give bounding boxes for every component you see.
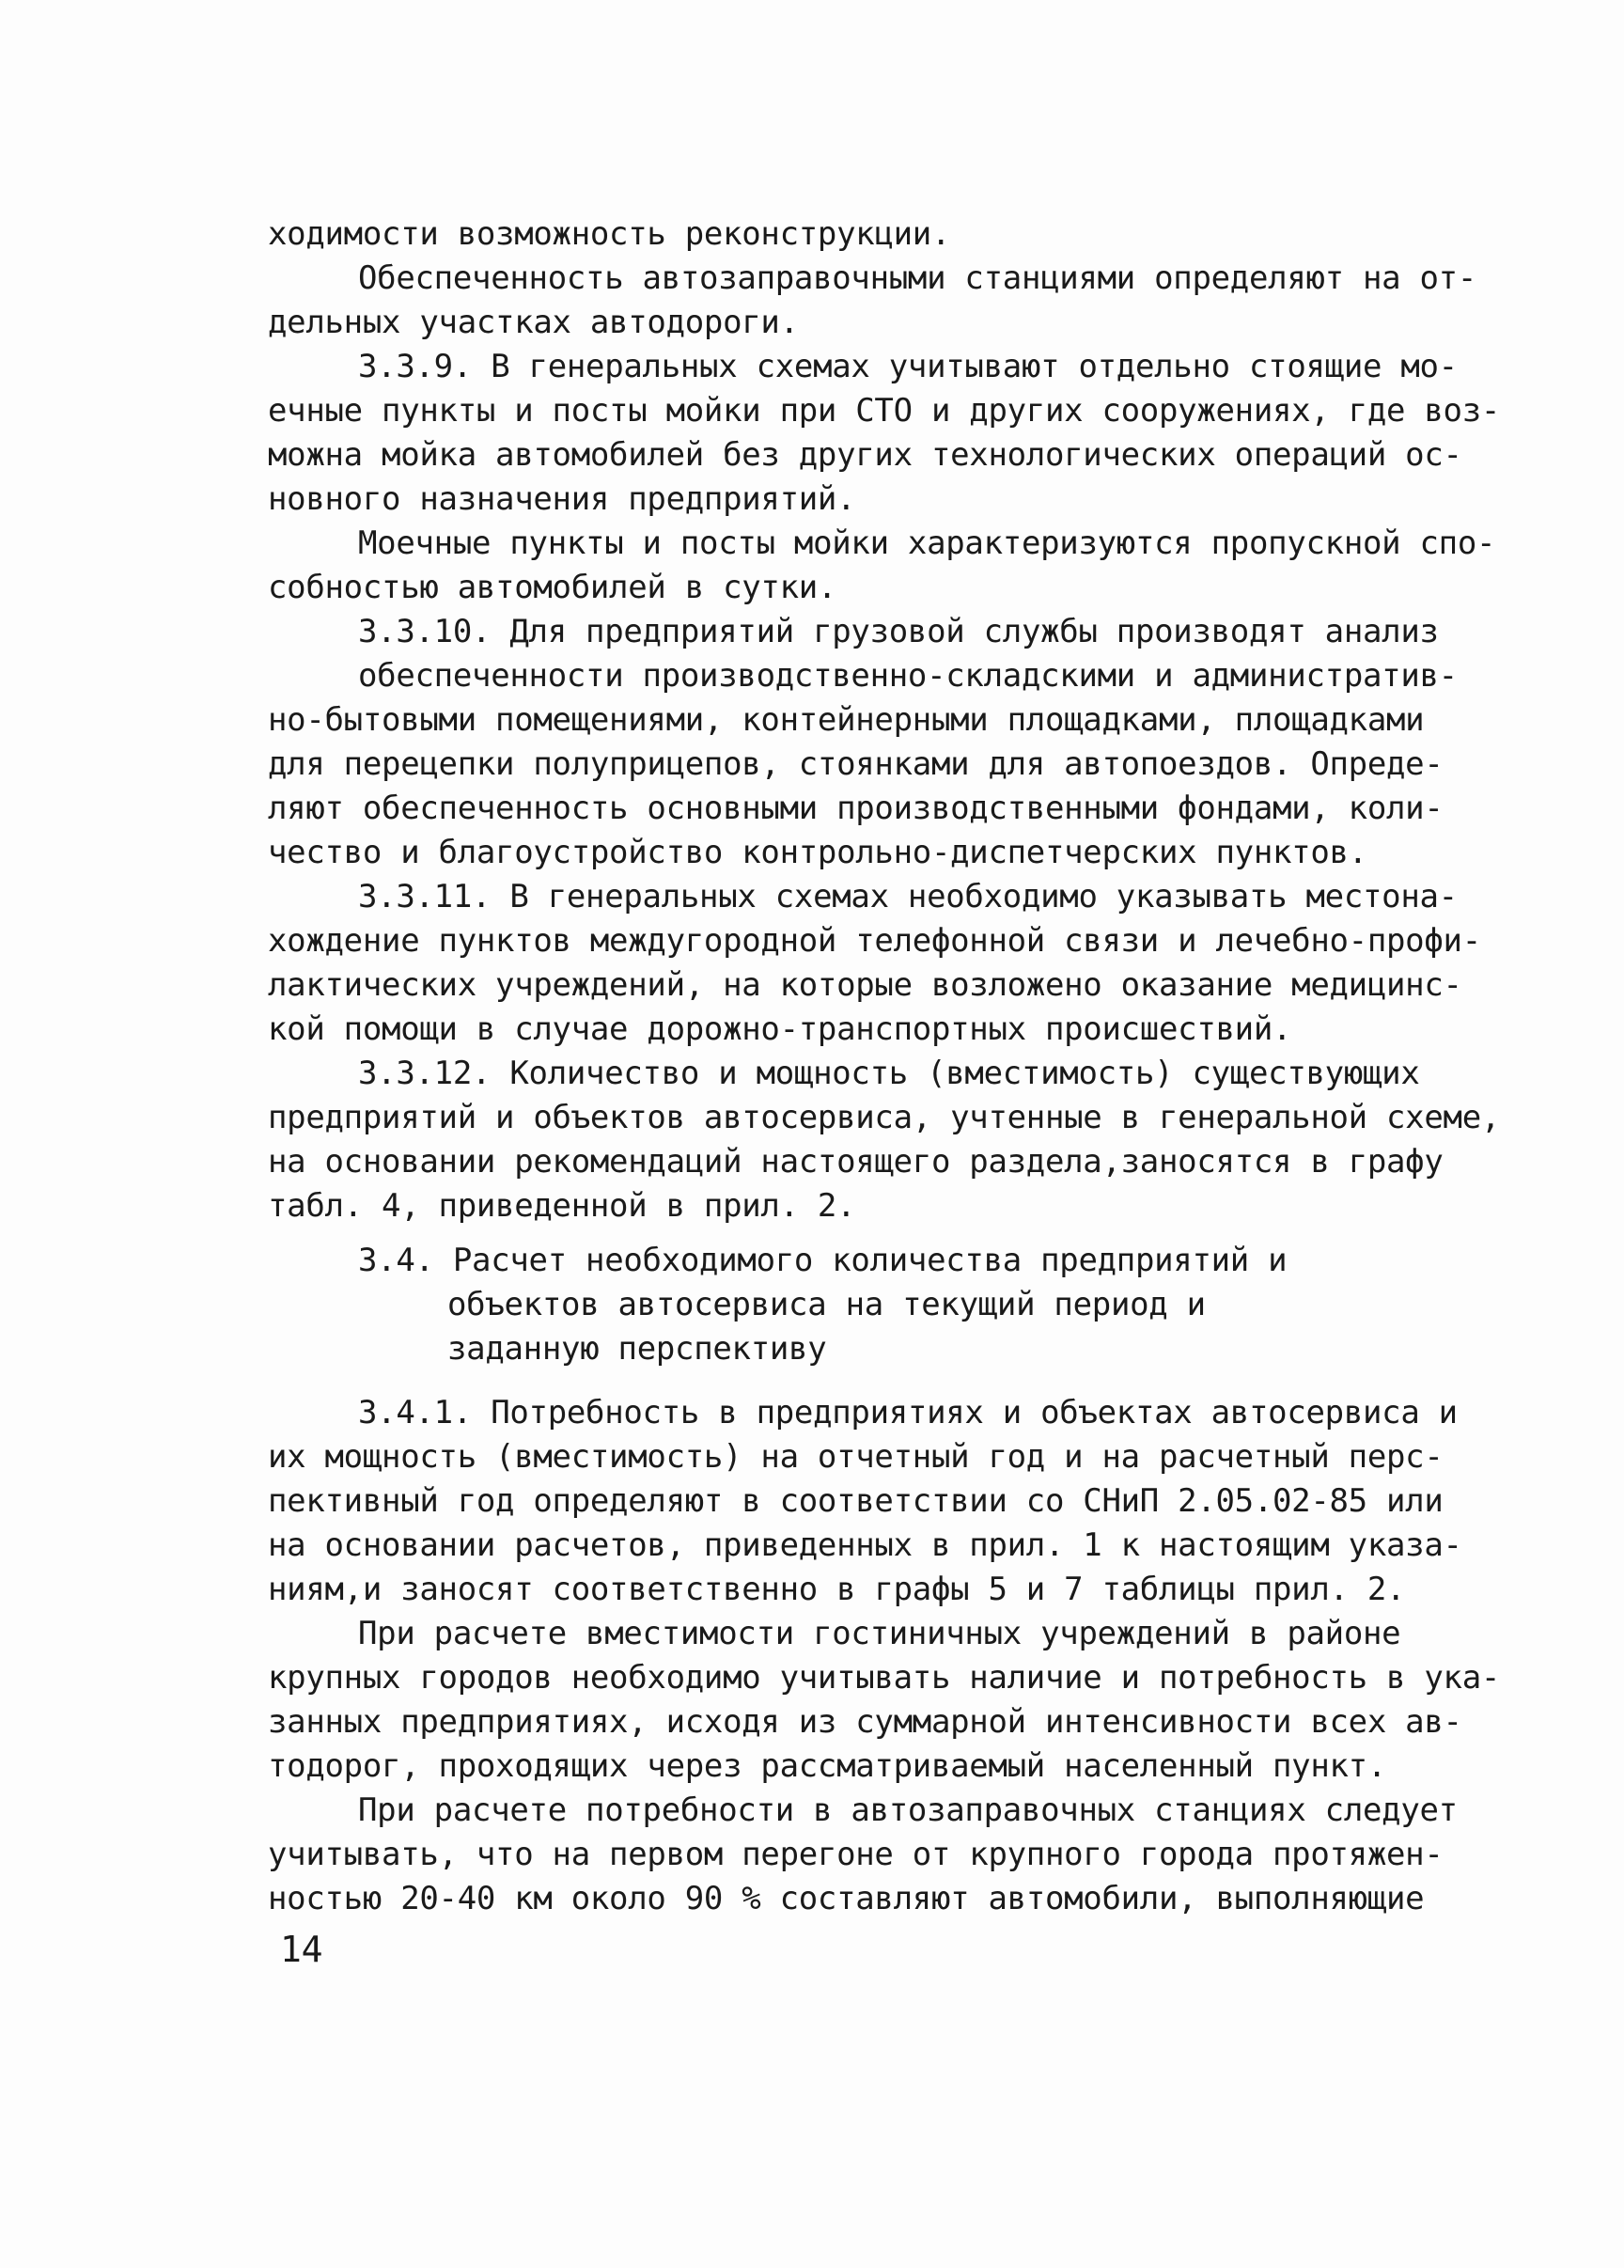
text-line: занных предприятиях, исходя из суммарной интенсивности всех ав-	[268, 1703, 1462, 1741]
text-line: ляют обеспеченность основными производственными фондами, коли-	[268, 790, 1444, 827]
text-line: пективный год определяют в соответствии со СНиП 2.05.02-85 или	[268, 1482, 1444, 1520]
text-line: кой помощи в случае дорожно-транспортных происшествий.	[268, 1010, 1292, 1048]
text-line: ходимости возможность реконструкции.	[268, 215, 951, 253]
text-line: Обеспеченность автозаправочными станциями определяют на от-	[358, 259, 1477, 297]
text-line: для перецепки полуприцепов, стоянками для автопоездов. Опреде-	[268, 745, 1444, 783]
text-line: табл. 4, приведенной в прил. 2.	[268, 1187, 856, 1225]
text-line: хождение пунктов междугородной телефонной связи и лечебно-профи-	[268, 922, 1481, 960]
text-line: При расчете вместимости гостиничных учреждений в районе	[358, 1615, 1401, 1652]
text-line: учитывать, что на первом перегоне от крупного города протяжен-	[268, 1836, 1444, 1873]
text-line: ниям,и заносят соответственно в графы 5 и 7 таблицы прил. 2.	[268, 1571, 1406, 1608]
text-line: собностью автомобилей в сутки.	[268, 569, 837, 606]
text-line: При расчете потребности в автозаправочных станциях следует	[358, 1791, 1458, 1829]
text-line: новного назначения предприятий.	[268, 480, 856, 518]
section-heading-line: 3.4. Расчет необходимого количества предприятий и	[358, 1242, 1288, 1279]
text-line: 3.3.10. Для предприятий грузовой службы производят анализ	[358, 613, 1439, 650]
text-line: чество и благоустройство контрольно-диспетчерских пунктов.	[268, 834, 1367, 871]
text-line: на основании расчетов, приведенных в прил. 1 к настоящим указа-	[268, 1526, 1462, 1564]
text-line: лактических учреждений, на которые возложено оказание медицинс-	[268, 966, 1462, 1004]
section-heading-line: заданную перспективу	[447, 1330, 827, 1368]
text-line: тодорог, проходящих через рассматриваемый населенный пункт.	[268, 1747, 1387, 1785]
text-line: на основании рекомендаций настоящего раздела,заносятся в графу	[268, 1143, 1444, 1181]
text-line: 3.3.12. Количество и мощность (вместимость) существующих	[358, 1055, 1420, 1092]
text-line: предприятий и объектов автосервиса, учтенные в генеральной схеме,	[268, 1099, 1501, 1136]
text-line: дельных участках автодороги.	[268, 304, 799, 341]
text-line: обеспеченности производственно-складскими и административ-	[358, 657, 1458, 695]
text-line: Моечные пункты и посты мойки характеризуются пропускной спо-	[358, 524, 1496, 562]
text-line: их мощность (вместимость) на отчетный год и на расчетный перс-	[268, 1438, 1444, 1476]
section-heading-line: объектов автосервиса на текущий период и	[447, 1286, 1206, 1323]
text-line: можна мойка автомобилей без других технологических операций ос-	[268, 436, 1462, 474]
text-line: 3.4.1. Потребность в предприятиях и объектах автосервиса и	[358, 1394, 1458, 1431]
text-line: крупных городов необходимо учитывать наличие и потребность в ука-	[268, 1659, 1501, 1697]
text-line: ечные пункты и посты мойки при СТО и других сооружениях, где воз-	[268, 392, 1501, 430]
text-line: ностью 20-40 км около 90 % составляют автомобили, выполняющие	[268, 1880, 1425, 1917]
page-number: 14	[280, 1929, 323, 1970]
text-line: 3.3.11. В генеральных схемах необходимо указывать местона-	[358, 878, 1458, 915]
text-line: но-бытовыми помещениями, контейнерными площадками, площадками	[268, 701, 1425, 739]
text-line: 3.3.9. В генеральных схемах учитывают отдельно стоящие мо-	[358, 348, 1458, 385]
